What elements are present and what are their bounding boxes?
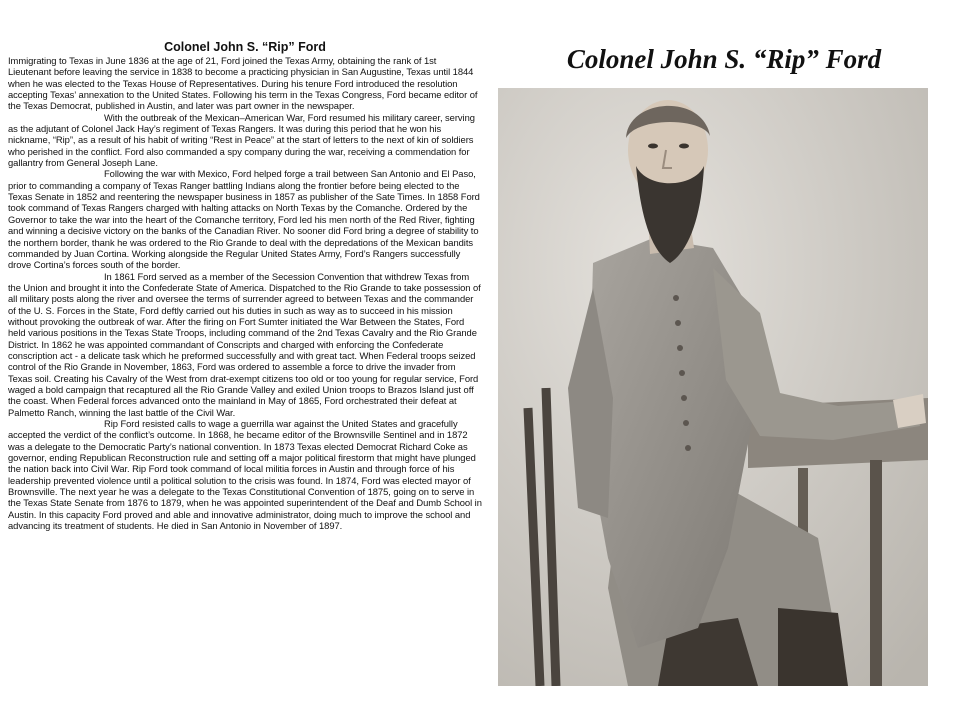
hand [893, 394, 926, 428]
portrait-illustration [498, 88, 928, 686]
biography-column [8, 40, 482, 531]
paragraph-mexican-war: With the outbreak of the Mexican–American War, Ford resumed his military career, serving as the adjutant of Colonel Jack Hay’s regiment of Texas Rangers. It was during this period that he won his nickname, “Rip”, as a result of his habit of writing “Rest in Peace” at the start of letters to the next of kin of soldiers who perished in the conflict. Ford also commanded a spy company during the war, receiving a commendation for gallantry from General Joseph Lane. [8, 111, 475, 169]
biography-title: Colonel John S. “Rip” Ford [164, 40, 326, 54]
boot-right [778, 608, 848, 686]
table-leg [870, 460, 882, 686]
paragraph-ranger-service: Following the war with Mexico, Ford helped forge a trail between San Antonio and El Paso, prior to commanding a company of Texas Ranger battling Indians along the frontier before being elected to the Texas Senate in 1852 and reentering the newspaper business in 1857 as publisher of the Sate Times. In 1858 Ford took command of Texas Rangers charged with halting attacks on North Texas by the Comanche. Ordered by the Governor to take the war into the heart of the Comanche territory, Ford led his men north of the Red River, fighting and winning a decisive victory on the banks of the Canadian River. No sooner did Ford bring a degree of stability to the northern border, thank he was ordered to the Rio Grande to deal with the depredations of the Mexican bandits commanded by Juan Cortina. Working alongside the Regular United States Army, Ford’s Rangers successfully drove Cortina’s forces south of the border. [8, 168, 480, 271]
paragraph-later-life: Rip Ford resisted calls to wage a guerrilla war against the United States and gracefully accepted the verdict of the conflict’s outcome. In 1868, he became editor of the Brownsville Sentinel and in 1872 was a delegate to the Democratic Party’s national convention. In 1873 Texas elected Democrat Richard Coke as governor, ending Republican Reconstruction rule and setting off a major political firestorm that might have plunged the nation back into Civil War. Rip Ford took command of local militia forces in Austin and through force of his leadership prevented violence until a political solution to the crisis was found. In 1874, Ford was elected mayor of Brownsville. The next year he was a delegate to the Texas Constitutional Convention of 1875, going on to serve in the Texas State Senate from 1876 to 1879, when he was appointed superintendent of the Deaf and Dumb School in Austin. In this capacity Ford proved and able and innovative administrator, doing much to improve the school and advancing its treatment of students. He died in San Antonio in November of 1897. [8, 418, 482, 532]
eye-right [679, 144, 689, 149]
portrait-caption: Colonel John S. “Rip” Ford [566, 44, 882, 74]
eye-left [648, 144, 658, 149]
portrait-photo [498, 88, 928, 686]
paragraph-early-life: Immigrating to Texas in June 1836 at the age of 21, Ford joined the Texas Army, obtaining the rank of 1st Lieutenant before leaving the service in 1838 to become a practicing physician in San Augustine, Texas until 1844 when he was elected to the Texas House of Representatives. During his tenure Ford introduced the resolution accepting Texas’ annexation to the United States. Following his term in the Texas Congress, Ford became editor of the Texas Democrat, published in Austin, and later was part owner in the newspaper. [8, 55, 478, 112]
paragraph-civil-war: In 1861 Ford served as a member of the Secession Convention that withdrew Texas from the Union and brought it into the Confederate State of America. Dispatched to the Rio Grande to take possession of all military posts along the river and oversee the terms of surrender agreed to between Texas and the commander of the U. S. Forces in the State, Ford deftly carried out his duties in such as way as to succeed in his mission without provoking the outbreak of war. After the firing on Fort Sumter initiated the War Between the States, Ford held various positions in the Texas State Troops, including command of the 2nd Texas Cavalry and the Rio Grande District. In 1862 he was appointed commandant of Conscripts and charged with enforcing the Confederate conscription act - a delicate task which he preformed successfully and with great tact. When Federal troops seized control of the Rio Grande in November, 1863, Ford was ordered to assemble a force to drive the invader from Texas soil. Creating his Cavalry of the West from drat-exempt citizens too old or too young for regular service, Ford waged a bold campaign that recaptured all the Rio Grande Valley and exiled Union troops to Brazos Island just off the coast. When Federal forces advanced onto the mainland in May of 1865, Ford orchestrated their defeat at Palmetto Ranch, winning the last battle of the Civil War. [8, 270, 481, 418]
